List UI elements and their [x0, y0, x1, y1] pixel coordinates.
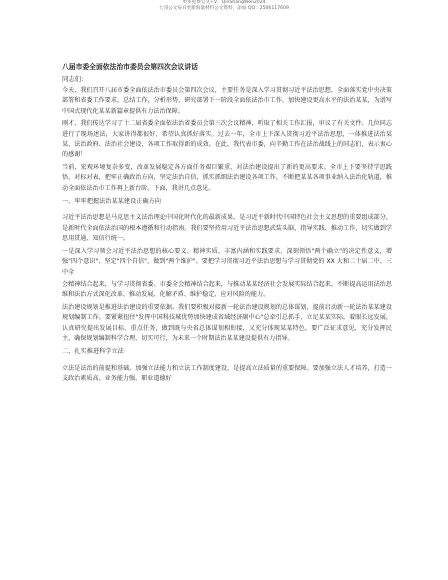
paragraph: 刚才，我们传达学习了十二届省委全面依法治省委员会第三次会议精神，听取了相关工作汇报，审议了有关文件。几位同志进行了现场述法，大家讲得都很好，希望认真抓好落实。过去一年，全市上下深入贯彻习近平法治思想，一体推进法治某某、法治政府、法治社会建设，各项工作取得新的成效。在此，我代表市委，向辛勤工作在法治战线上的同志们，表示衷心的感谢！	[62, 120, 392, 159]
greeting: 同志们：	[62, 75, 88, 83]
paragraph: 法治建设规划是推进法治建设的重要依据。我们要积极对接新一轮法治建设规划的总体谋划，提前启动新一轮法治某某建设规划编制工作。要紧紧扭住"发挥中国科技城优势加快建成省域经济副中心"总牵引总抓手，立足某某实际，着眼长远发展，认真研究提出发展目标、重点任务，做到既与央省总体谋划相衔接，又充分体现某某特色。要广泛征求意见，充分发挥民主，确保规划编制科学合理、切实可行，为未来一个时期法治某某建设提供有力指导。	[62, 303, 392, 342]
document-body	[62, 62, 392, 387]
paragraph: 一是深入学习领会习近平法治思想的核心要义、精神实质、丰富内涵和实践要求，深刻领悟"两个确立"的决定性意义，增强"四个意识"、坚定"四个自信"、做到"两个维护"。要把学习贯彻习近平法治思想与学习贯彻党的 XX 大和二十届二中、三中全	[62, 247, 392, 276]
paragraph: 习近平法治思想是马克思主义法治理论中国化时代化的最新成果，是习近平新时代中国特色社会主义思想的重要组成部分，是新时代全面依法治国的根本遵循和行动指南。我们要坚持用习近平法治思想武装头脑、指导实践、推动工作，切实做到学思用贯通、知信行统一。	[62, 214, 392, 243]
paragraph: 今天，我们召开八届市委全面依法治市委员会第四次会议，主要任务是深入学习贯彻习近平法治思想，全面落实党中央决策部署和省委工作要求，总结工作，分析形势，研究部署下一阶段全面依法治市工作，加快建设更高水平的法治某某，为谱写中国式现代化某某新篇章提供有力法治保障。	[62, 87, 392, 115]
header-promo-line: 更多免费公文+V：QinShangWen2024	[182, 0, 266, 5]
paragraph: 当前，宏观环境复杂多变，改革发展稳定各方面任务艰巨繁重，对法治建设提出了新的更高要求。全市上下要坚持学思践悟、对标对表，把牢正确政治方向，坚定法治自信，抓实抓细法治建设各项工作，不断把某某各项事业纳入法治化轨道，推动全面依法治市工作再上新台阶。下面，我讲几点意见。	[62, 163, 392, 192]
document-title: 八届市委全面依法治市委员会第四次会议讲话	[62, 63, 198, 71]
section-heading: 二、扎实推进科学立法	[62, 348, 124, 356]
paragraph: 会精神结合起来，与学习贯彻省委、市委全会精神结合起来，与推动某某经济社会发展实际结合起来，不断提高运用法治思维和法治方式深化改革、推动发展、化解矛盾、维护稳定、应对风险的能力。	[62, 280, 392, 299]
document-header	[0, 0, 448, 12]
paragraph: 立法是法治的前提和基础。加强立法能力和立法工作制度建设，是提高立法质量的重要保障。要加强立法人才培养，打造一支政治素质高、业务能力强、职业道德好	[62, 364, 392, 383]
section-heading: 一、牢牢把握法治某某建设正确方向	[62, 198, 161, 206]
header-contact-line: 七哥公文每日更新海量材料公文资料，添加 QQ：2506117609	[159, 6, 289, 11]
